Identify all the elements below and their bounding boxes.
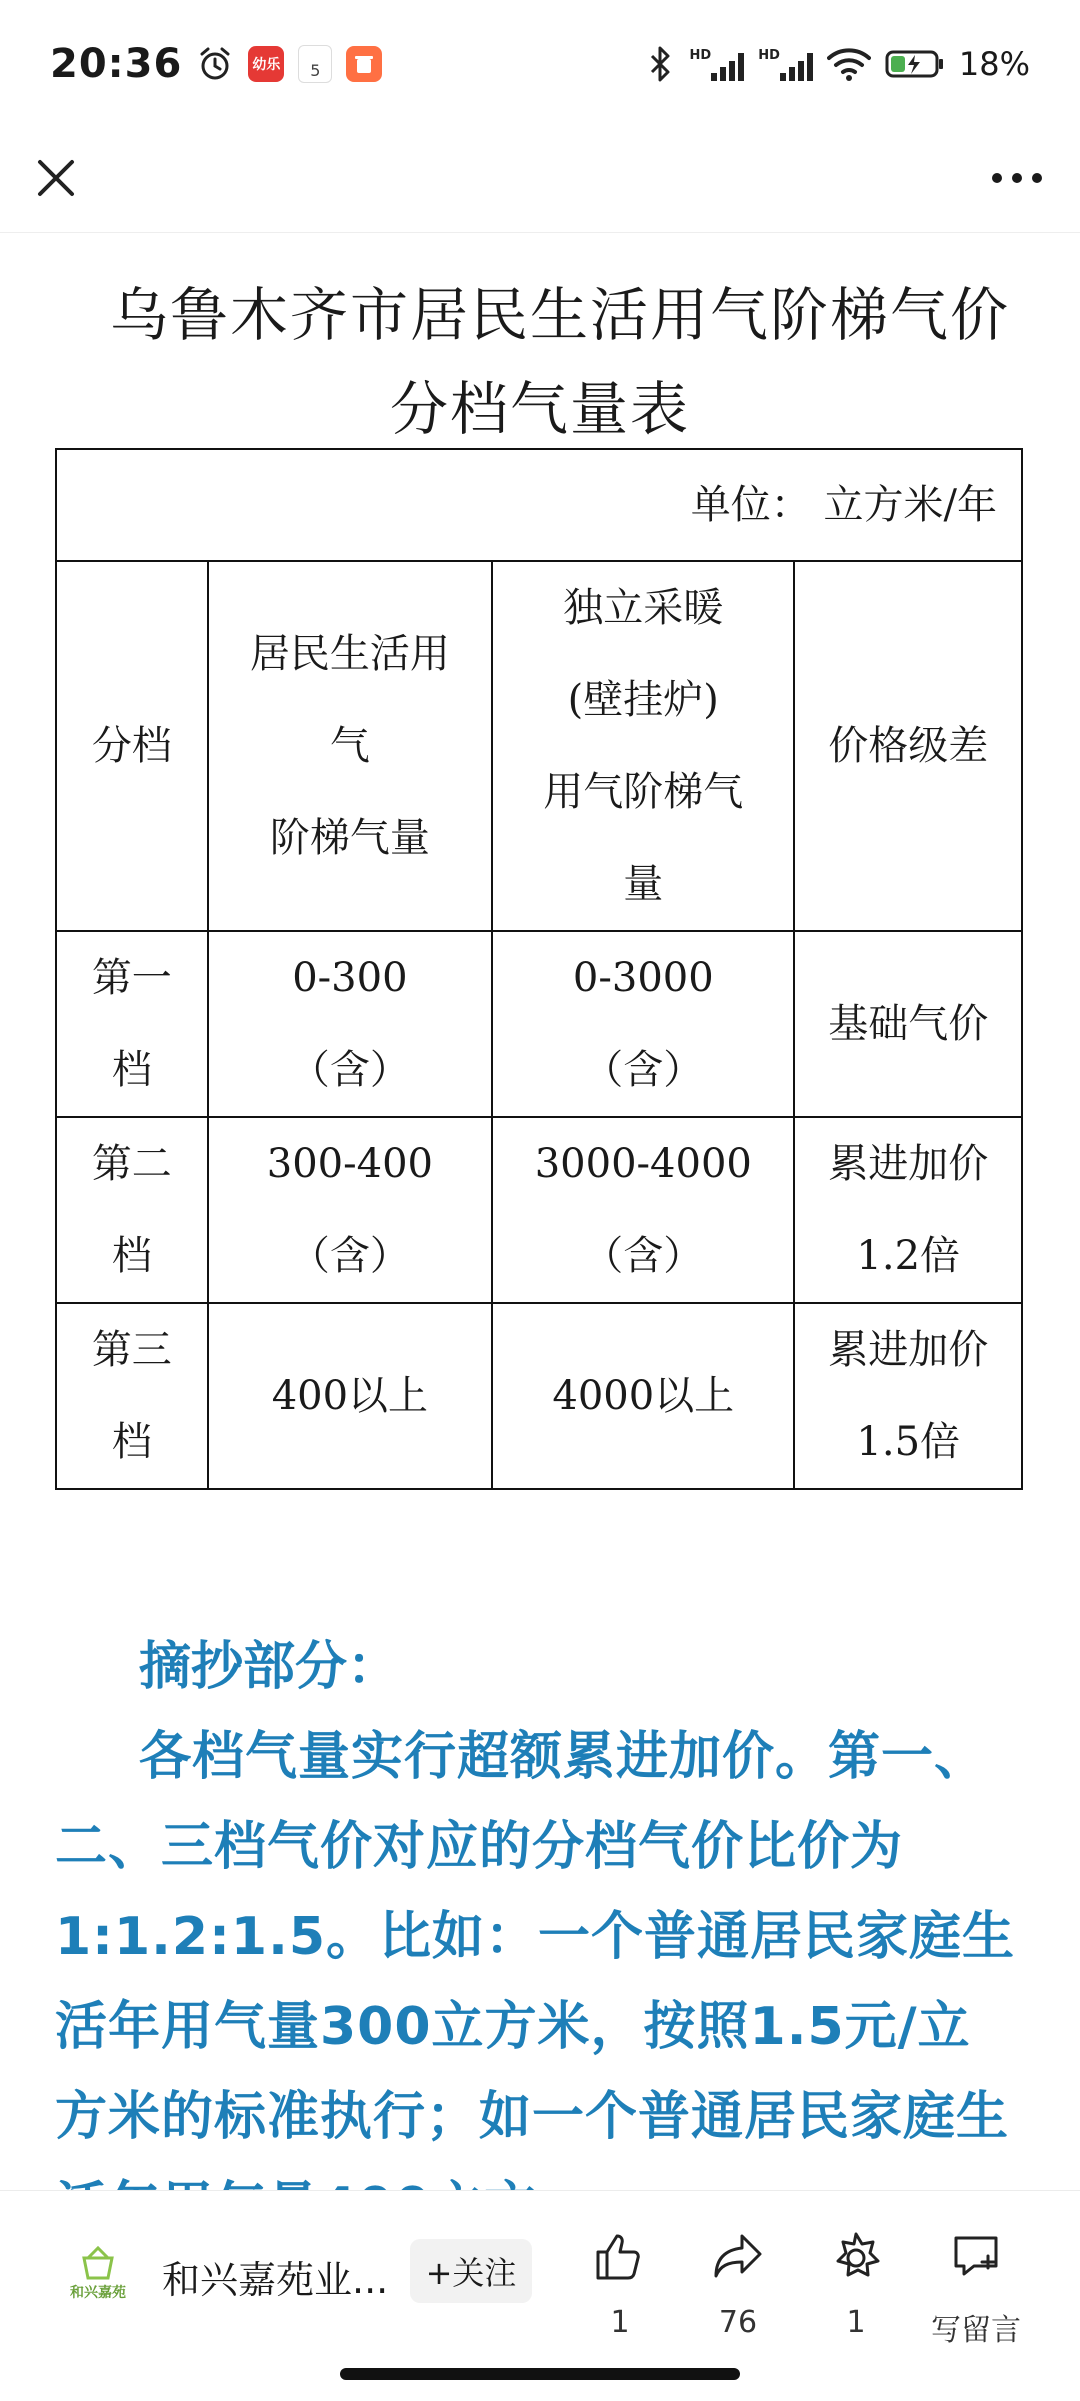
more-dot	[1012, 173, 1022, 183]
write-comment-button[interactable]	[912, 2221, 1040, 2349]
residential-cell: 400以上	[208, 1303, 492, 1489]
table-title-line1: 乌鲁木齐市居民生活用气阶梯气价	[109, 281, 1010, 349]
comment-icon	[948, 2228, 1004, 2284]
write-comment-label: 写留言	[931, 2313, 1021, 2348]
table-unit-row	[56, 449, 1022, 561]
table-row	[56, 931, 1022, 1117]
wifi-icon	[827, 47, 871, 81]
close-icon	[28, 150, 84, 206]
more-options-button[interactable]	[982, 150, 1052, 206]
residential-cell: 300-400 （含）	[208, 1117, 492, 1303]
excerpt-heading: 摘抄部分：	[139, 1637, 400, 1697]
battery-icon	[885, 49, 945, 79]
account-logo[interactable]	[55, 2229, 141, 2315]
alarm-icon	[196, 45, 234, 83]
bluetooth-icon	[646, 44, 676, 84]
recommend-count: 1	[846, 2305, 866, 2340]
table-unit: 单位： 立方米/年	[56, 449, 1022, 561]
price-cell: 累进加价 1.2倍	[794, 1117, 1022, 1303]
status-right	[646, 44, 1030, 84]
share-count: 76	[718, 2305, 758, 2340]
header-tier: 分档	[56, 561, 208, 931]
table-row	[56, 1303, 1022, 1489]
table-header-row	[56, 561, 1022, 931]
heating-cell: 3000-4000 （含）	[492, 1117, 794, 1303]
follow-button[interactable]: +关注	[410, 2239, 532, 2303]
like-count: 1	[610, 2305, 630, 2340]
close-button[interactable]	[28, 150, 84, 206]
heating-cell: 0-3000 （含）	[492, 931, 794, 1117]
table-title-line2: 分档气量表	[389, 375, 690, 443]
header-price: 价格级差	[794, 561, 1022, 931]
more-dot	[1032, 173, 1042, 183]
tier-cell: 第一 档	[56, 931, 208, 1117]
header-heating: 独立采暖 (壁挂炉) 用气阶梯气 量	[492, 561, 794, 931]
tier-cell: 第三 档	[56, 1303, 208, 1489]
residential-cell: 0-300 （含）	[208, 931, 492, 1117]
article-nav-bar	[0, 128, 1080, 233]
excerpt-body: 各档气量实行超额累进加价。第一、二、三档气价对应的分档气价比价为1:1.2:1.5。比如：一个普通居民家庭生活年用气量300立方米，按照1.5元/立方米的标准执行；如一个普通居民家庭生	[55, 1727, 1016, 2147]
app-notification-icon: 幼乐	[248, 46, 284, 82]
share-button[interactable]	[688, 2221, 788, 2340]
signal-1-icon: HD	[690, 48, 745, 81]
heating-cell: 4000以上	[492, 1303, 794, 1489]
account-name[interactable]: 和兴嘉苑业...	[162, 2258, 389, 2302]
status-left	[50, 41, 382, 87]
signal-2-icon: HD	[758, 48, 813, 81]
thumbs-up-icon	[592, 2228, 648, 2284]
logo-text: 和兴嘉苑	[70, 2285, 126, 2301]
gas-tier-table	[55, 448, 1023, 1490]
like-button[interactable]	[570, 2221, 670, 2340]
tier-cell: 第二 档	[56, 1117, 208, 1303]
community-logo-icon	[78, 2242, 118, 2282]
recommend-button[interactable]	[806, 2221, 906, 2340]
price-cell: 基础气价	[794, 931, 1022, 1117]
header-residential: 居民生活用 气 阶梯气量	[208, 561, 492, 931]
trash-notification-icon	[346, 46, 382, 82]
calendar-icon: 5	[298, 45, 332, 83]
clock: 20:36	[50, 41, 183, 87]
table-row	[56, 1117, 1022, 1303]
status-bar	[0, 0, 1080, 128]
more-dot	[992, 173, 1002, 183]
home-indicator[interactable]	[340, 2368, 740, 2380]
share-icon	[710, 2228, 766, 2284]
recommend-icon	[828, 2228, 884, 2284]
price-cell: 累进加价 1.5倍	[794, 1303, 1022, 1489]
battery-percent: 18%	[958, 45, 1030, 83]
